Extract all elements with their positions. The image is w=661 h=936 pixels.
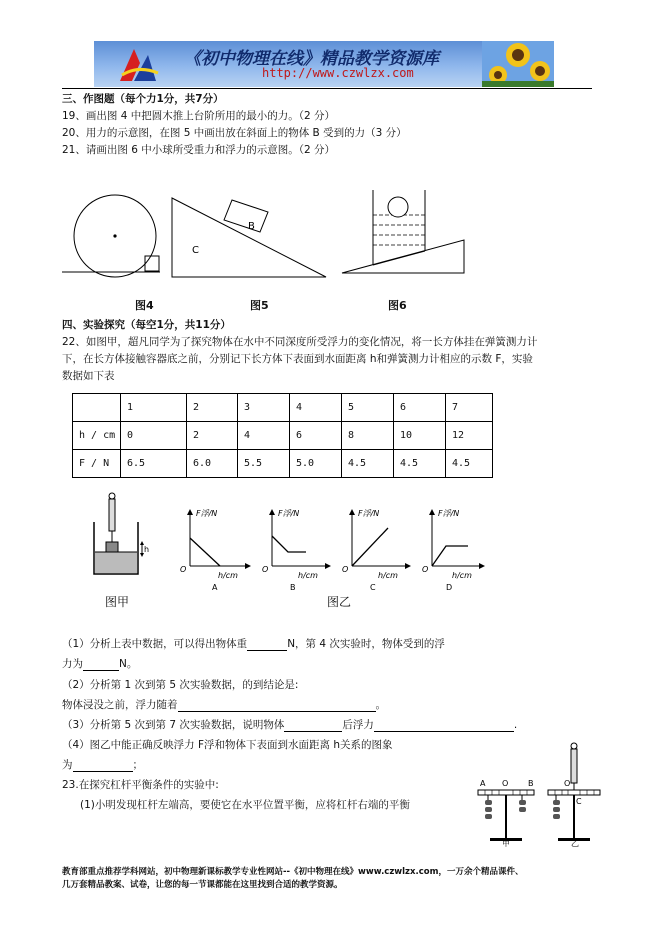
table-cell: 6.5 — [121, 450, 187, 478]
table-cell: 0 — [121, 422, 187, 450]
sub-question-2-text-b: 物体浸没之前，浮力随着 — [62, 699, 178, 711]
figure-6-beaker-on-incline — [340, 185, 468, 280]
graph-a-letter: A — [212, 583, 218, 592]
answer-blank-trend[interactable] — [178, 699, 376, 712]
graph-d-y-label: F浮/N — [438, 509, 460, 518]
question-22-line1: 22、如图甲，超凡同学为了探究物体在水中不同深度所受浮力的变化情况，将一长方体挂在弹簧测力计 — [62, 336, 538, 348]
sub-question-1-line1 — [62, 637, 445, 651]
graph-b-x-label: h/cm — [298, 571, 318, 580]
table-cell: 4.5 — [446, 450, 493, 478]
lever-label-a: A — [480, 779, 486, 788]
figure-yi-label: 图乙 — [327, 595, 352, 609]
lever-label-c: C — [576, 797, 582, 806]
table-cell: F / N — [73, 450, 121, 478]
figure-4-label: 图4 — [135, 299, 154, 312]
answer-blank-buoyancy[interactable] — [83, 658, 119, 671]
lever-figure-yi — [548, 743, 600, 847]
table-cell: 12 — [446, 422, 493, 450]
sub-question-3 — [62, 718, 517, 732]
sub-question-1-text-d: N。 — [119, 658, 138, 670]
sub-question-3-text-c: . — [513, 719, 518, 731]
table-cell: 7 — [446, 394, 493, 422]
answer-blank-buoyancy-change[interactable] — [374, 719, 514, 732]
graph-a-origin: O — [180, 565, 187, 574]
footer-line-2: 几万套精品教案、试卷，让您的每一节课都能在这里找到合适的教学资源。 — [62, 880, 343, 890]
graph-c — [342, 509, 408, 592]
graph-d — [422, 509, 482, 592]
table-row-h — [73, 422, 493, 450]
sub-question-1-line2 — [62, 657, 137, 671]
lever-label-o: O — [502, 779, 509, 788]
figure-5-label: 图5 — [250, 299, 269, 312]
graph-d-origin: O — [422, 565, 429, 574]
question-23-part1: (1)小明发现杠杆左端高，要使它在水平位置平衡，应将杠杆右端的平衡 — [80, 799, 410, 811]
table-cell: 1 — [121, 394, 187, 422]
sub-question-2-text-c: 。 — [375, 699, 386, 711]
table-cell: h / cm — [73, 422, 121, 450]
sub-question-3-text-a: （3）分析第 5 次到第 7 次实验数据，说明物体 — [62, 719, 285, 731]
sub-question-3-text-b: 后浮力 — [342, 719, 374, 731]
table-cell: 4 — [290, 394, 342, 422]
table-row-f — [73, 450, 493, 478]
section4-heading: 四、实验探究（每空1分，共11分） — [62, 319, 231, 331]
sub-question-1-text-c: 力为 — [62, 658, 83, 670]
lever-figure-yi-label: 乙 — [571, 839, 579, 847]
sub-question-1-text-b: N，第 4 次实验时，物体受到的浮 — [287, 638, 445, 650]
figure-5-label-b: B — [248, 221, 255, 232]
figure-jia-apparatus — [88, 490, 156, 580]
graph-a-y-label: F浮/N — [196, 509, 218, 518]
table-cell: 8 — [342, 422, 394, 450]
header-rule — [62, 88, 592, 89]
lever-figure-jia-label: 甲 — [502, 839, 510, 847]
table-cell — [73, 394, 121, 422]
table-cell: 6.0 — [187, 450, 238, 478]
header-banner — [94, 41, 554, 87]
table-cell: 5.0 — [290, 450, 342, 478]
figure-5-label-c: C — [192, 245, 199, 256]
question-21: 21、请画出图 6 中小球所受重力和浮力的示意图。（2 分） — [62, 144, 335, 156]
graph-c-y-label: F浮/N — [358, 509, 380, 518]
banner-title: 《初中物理在线》精品教学资源库 — [184, 49, 439, 69]
footer-line-1: 教育部重点推荐学科网站，初中物理新课标教学专业性网站--《初中物理在线》www.czwlzx.com，一万余个精品课件、 — [62, 867, 524, 877]
figure-yi-graphs — [176, 498, 486, 594]
sub-question-1-text-a: （1）分析上表中数据，可以得出物体重 — [62, 638, 248, 650]
question-23: 23.在探究杠杆平衡条件的实验中: — [62, 779, 219, 791]
lever-label-o2: O — [564, 779, 571, 788]
table-cell: 6 — [290, 422, 342, 450]
figure-6-label: 图6 — [388, 299, 407, 312]
sunflower-decoration — [482, 41, 554, 87]
answer-blank-weight[interactable] — [247, 638, 287, 651]
page-footer — [62, 866, 602, 892]
table-cell: 4.5 — [394, 450, 446, 478]
graph-d-x-label: h/cm — [452, 571, 472, 580]
answer-blank-state[interactable] — [284, 719, 342, 732]
lever-figure-jia — [478, 779, 534, 847]
section3-heading: 三、作图题（每个力1分，共7分） — [62, 93, 224, 105]
sub-question-2-line1: （2）分析第 1 次到第 5 次实验数据，的到结论是: — [62, 679, 299, 691]
table-cell: 6 — [394, 394, 446, 422]
sub-question-4-text-c: ； — [132, 759, 143, 771]
question-20: 20、用力的示意图，在图 5 中画出放在斜面上的物体 B 受到的力（3 分） — [62, 127, 407, 139]
table-cell: 5 — [342, 394, 394, 422]
graph-b-origin: O — [262, 565, 269, 574]
table-cell: 3 — [238, 394, 290, 422]
answer-blank-graph[interactable] — [73, 759, 133, 772]
depth-label-h: h — [144, 545, 150, 554]
table-header-row — [73, 394, 493, 422]
table-cell: 2 — [187, 422, 238, 450]
sub-question-2-line2 — [62, 698, 386, 712]
experiment-data-table — [72, 393, 493, 478]
figure-5-incline — [166, 195, 331, 280]
question-19: 19、画出图 4 中把圆木推上台阶所用的最小的力。（2 分） — [62, 110, 335, 122]
graph-c-x-label: h/cm — [378, 571, 398, 580]
sub-question-4-line1: （4）图乙中能正确反映浮力 F浮和物体下表面到水面距离 h关系的图象 — [62, 739, 393, 751]
lever-label-b: B — [528, 779, 534, 788]
graph-c-letter: C — [370, 583, 376, 592]
question-22-line2: 下，在长方体接触容器底之前，分别记下长方体下表面到水面距离 h和弹簧测力计相应的示数 F，实验 — [62, 353, 533, 365]
table-cell: 2 — [187, 394, 238, 422]
table-cell: 5.5 — [238, 450, 290, 478]
graph-a — [180, 509, 248, 592]
graph-b-letter: B — [290, 583, 296, 592]
table-cell: 4 — [238, 422, 290, 450]
table-cell: 4.5 — [342, 450, 394, 478]
graph-b — [262, 509, 328, 592]
table-cell: 10 — [394, 422, 446, 450]
graph-b-y-label: F浮/N — [278, 509, 300, 518]
graph-d-letter: D — [446, 583, 453, 592]
figure-4-log-on-step — [62, 190, 162, 280]
lever-figures — [476, 742, 601, 847]
site-logo — [114, 45, 162, 85]
sub-question-4-line2 — [62, 758, 143, 772]
question-22-line3: 数据如下表 — [62, 370, 115, 382]
graph-a-x-label: h/cm — [218, 571, 238, 580]
figure-jia-label: 图甲 — [105, 595, 130, 609]
graph-c-origin: O — [342, 565, 349, 574]
banner-url: http://www.czwlzx.com — [262, 66, 414, 80]
sub-question-4-text-b: 为 — [62, 759, 73, 771]
